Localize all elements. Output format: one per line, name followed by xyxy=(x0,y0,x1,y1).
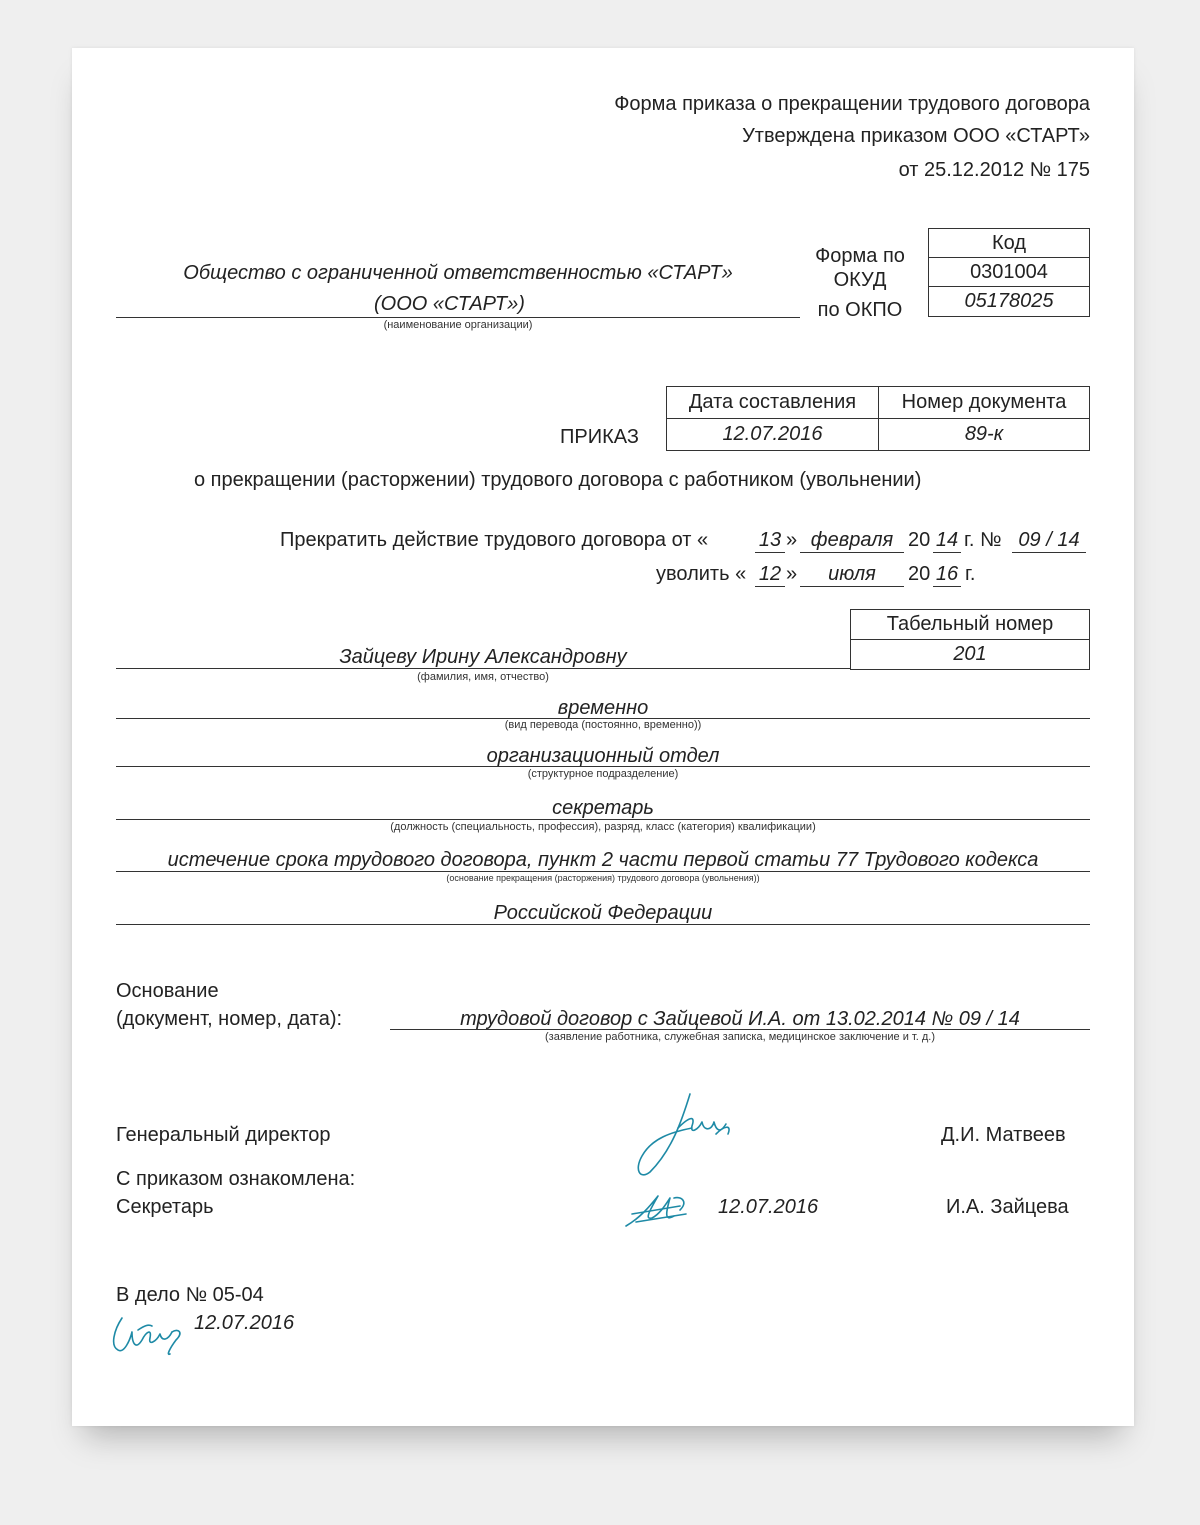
okud-label: ОКУД xyxy=(833,269,887,291)
terminate-month: февраля xyxy=(800,528,904,553)
acquainted-label: С приказом ознакомлена: xyxy=(116,1168,356,1190)
terminate-year-prefix: 20 xyxy=(908,529,931,551)
okpo-label: по ОКПО xyxy=(817,299,903,321)
position: секретарь xyxy=(552,797,654,819)
organization-name-line-1: Общество с ограниченной ответственностью «СТАРТ» xyxy=(183,262,733,284)
terminate-year-suffix: 14 xyxy=(933,528,961,553)
header-line-2: Утверждена приказом ООО «СТАРТ» xyxy=(742,125,1090,147)
file-signature xyxy=(108,1310,198,1358)
basis-label-line-2: (документ, номер, дата): xyxy=(116,1008,343,1030)
okud-value: 0301004 xyxy=(929,258,1090,287)
director-name: Д.И. Матвеев xyxy=(941,1124,1066,1146)
director-title: Генеральный директор xyxy=(116,1124,331,1146)
file-label: В дело № 05-04 xyxy=(116,1284,264,1306)
basis-caption: (заявление работника, служебная записка, медицинское заключение и т. д.) xyxy=(545,1031,935,1043)
dismiss-day: 12 xyxy=(755,562,785,587)
dismiss-year-suffix: 16 xyxy=(933,562,961,587)
dismiss-g: г. xyxy=(965,563,976,585)
director-signature xyxy=(632,1090,742,1180)
terminate-g-no: г. № xyxy=(964,529,1002,551)
document-page xyxy=(72,48,1134,1426)
dismiss-quote-close: » xyxy=(786,563,798,585)
termination-ground-underline-1 xyxy=(116,871,1090,872)
date-header: Дата составления xyxy=(667,387,879,419)
header-line-1: Форма приказа о прекращении трудового договора xyxy=(614,93,1090,115)
transfer-type: временно xyxy=(557,697,649,719)
organization-name-line-2: (ООО «СТАРТ») xyxy=(374,293,525,315)
tab-number-table xyxy=(850,609,1090,670)
dismiss-prefix: уволить « xyxy=(656,563,747,585)
terminate-day: 13 xyxy=(755,528,785,553)
termination-ground-underline-2 xyxy=(116,924,1090,925)
okpo-value: 05178025 xyxy=(929,287,1090,317)
secretary-title: Секретарь xyxy=(116,1196,214,1218)
employee-name-caption: (фамилия, имя, отчество) xyxy=(417,671,549,683)
file-date: 12.07.2016 xyxy=(194,1312,295,1334)
secretary-date: 12.07.2016 xyxy=(718,1196,819,1218)
position-caption: (должность (специальность, профессия), разряд, класс (категория) квалификации) xyxy=(390,821,816,833)
department: организационный отдел xyxy=(486,745,720,767)
position-underline xyxy=(116,819,1090,820)
basis-value: трудовой договор с Зайцевой И.А. от 13.02.2014 № 09 / 14 xyxy=(460,1008,1020,1030)
order-table xyxy=(666,386,1090,451)
order-date-value: 12.07.2016 xyxy=(667,419,879,451)
order-subtitle: о прекращении (расторжении) трудового договора с работником (увольнении) xyxy=(194,469,922,491)
number-header: Номер документа xyxy=(879,387,1090,419)
tab-number-value: 201 xyxy=(851,640,1090,670)
tab-number-header: Табельный номер xyxy=(851,610,1090,640)
organization-caption: (наименование организации) xyxy=(383,319,533,331)
termination-ground-line-2: Российской Федерации xyxy=(493,902,713,924)
department-caption: (структурное подразделение) xyxy=(527,768,679,780)
employee-name-underline xyxy=(116,668,850,669)
terminate-quote-close: » xyxy=(786,529,798,551)
header-line-3: от 25.12.2012 № 175 xyxy=(898,159,1090,181)
termination-ground-line-1: истечение срока трудового договора, пункт 2 части первой статьи 77 Трудового кодекса xyxy=(167,849,1039,871)
dismiss-month: июля xyxy=(800,562,904,587)
employee-name: Зайцеву Ирину Александровну xyxy=(339,646,627,668)
terminate-contract-number: 09 / 14 xyxy=(1012,528,1086,553)
secretary-name: И.А. Зайцева xyxy=(946,1196,1069,1218)
order-title: ПРИКАЗ xyxy=(560,426,639,448)
codes-header: Код xyxy=(929,229,1090,258)
forma-label: Форма по xyxy=(815,245,905,267)
organization-underline xyxy=(116,317,800,318)
terminate-prefix: Прекратить действие трудового договора от « xyxy=(280,529,709,551)
codes-table xyxy=(928,228,1090,317)
secretary-signature xyxy=(620,1184,700,1232)
basis-underline xyxy=(390,1029,1090,1030)
department-underline xyxy=(116,766,1090,767)
basis-label-line-1: Основание xyxy=(116,980,219,1002)
termination-ground-caption: (основание прекращения (расторжения) трудового договора (увольнения)) xyxy=(446,873,760,883)
order-number-value: 89-к xyxy=(879,419,1090,451)
transfer-caption: (вид перевода (постоянно, временно)) xyxy=(504,719,702,731)
dismiss-year-prefix: 20 xyxy=(908,563,931,585)
